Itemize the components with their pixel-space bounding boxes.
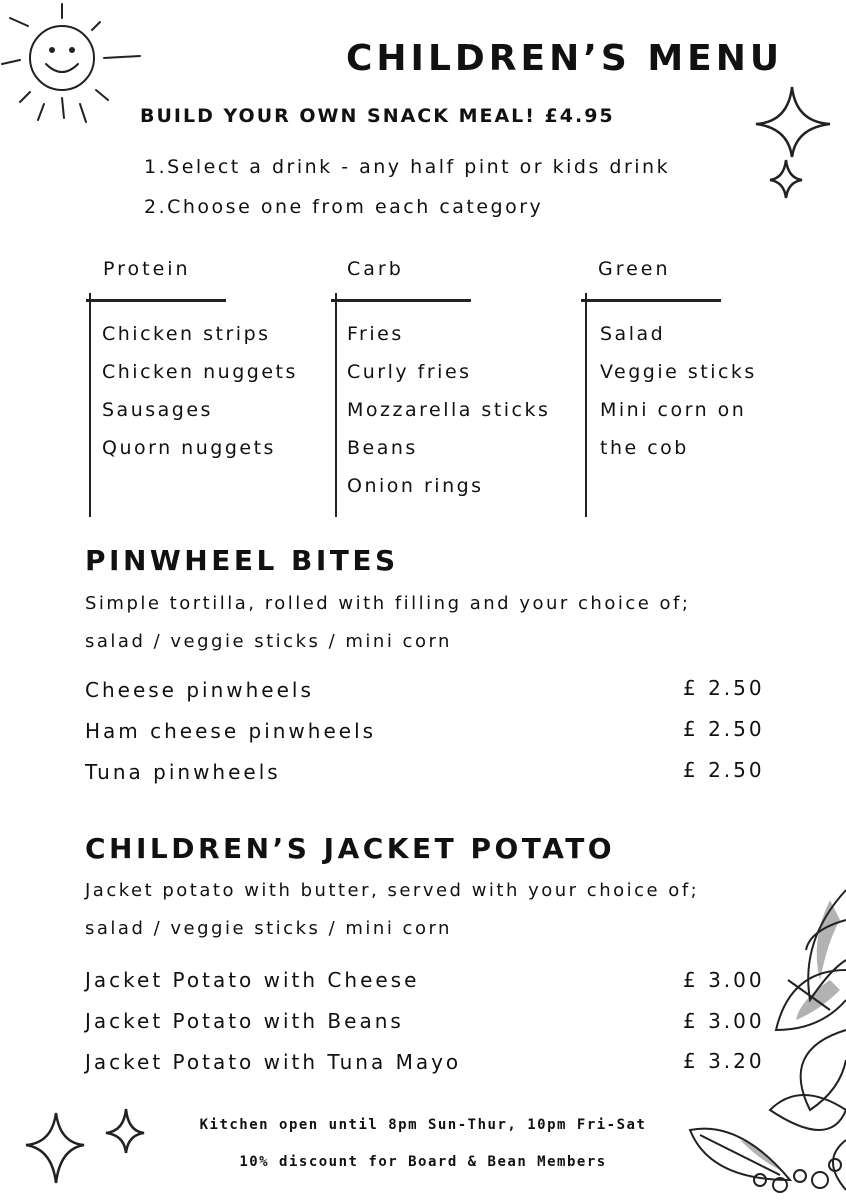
- sparkle-icon: [752, 82, 842, 212]
- kitchen-hours-text: Kitchen open until 8pm Sun-Thur, 10pm Fri-Sat: [199, 1117, 647, 1133]
- category-heading: Protein: [103, 258, 191, 280]
- snack-meal-subtitle: BUILD YOUR OWN SNACK MEAL! £4.95: [140, 105, 615, 127]
- list-item: Fries: [347, 323, 404, 345]
- jacket-description: salad / veggie sticks / mini corn: [85, 918, 452, 939]
- list-item: Veggie sticks: [600, 361, 757, 383]
- divider: [335, 293, 337, 517]
- menu-item-name: Jacket Potato with Tuna Mayo: [85, 1050, 462, 1074]
- step-drink: 1.Select a drink - any half pint or kids drink: [144, 156, 671, 178]
- list-item: the cob: [600, 437, 689, 459]
- menu-item-price: £ 2.50: [683, 676, 765, 700]
- menu-item-name: Cheese pinwheels: [85, 678, 314, 702]
- member-discount-text: 10% discount for Board & Bean Members: [239, 1154, 607, 1170]
- menu-item-name: Ham cheese pinwheels: [85, 719, 377, 743]
- jacket-section-title: CHILDREN’S JACKET POTATO: [85, 832, 616, 865]
- pinwheel-description: Simple tortilla, rolled with filling and your choice of;: [85, 593, 691, 614]
- menu-item-name: Tuna pinwheels: [85, 760, 281, 784]
- menu-item-price: £ 2.50: [683, 717, 765, 741]
- step-choose: 2.Choose one from each category: [144, 196, 544, 218]
- leaves-decoration-icon: [680, 880, 846, 1200]
- list-item: Chicken strips: [102, 323, 271, 345]
- list-item: Salad: [600, 323, 666, 345]
- list-item: Sausages: [102, 399, 213, 421]
- menu-item-name: Jacket Potato with Cheese: [85, 968, 420, 992]
- pinwheel-description: salad / veggie sticks / mini corn: [85, 631, 452, 652]
- divider: [86, 299, 226, 302]
- category-heading: Green: [598, 258, 671, 280]
- jacket-description: Jacket potato with butter, served with your choice of;: [85, 880, 700, 901]
- list-item: Quorn nuggets: [102, 437, 276, 459]
- menu-item-price: £ 3.20: [683, 1049, 765, 1073]
- list-item: Beans: [347, 437, 418, 459]
- list-item: Curly fries: [347, 361, 472, 383]
- sun-doodle-icon: [0, 0, 150, 130]
- page-title: CHILDREN’S MENU: [346, 38, 784, 79]
- menu-item-price: £ 3.00: [683, 1009, 765, 1033]
- list-item: Mini corn on: [600, 399, 747, 421]
- pinwheel-section-title: PINWHEEL BITES: [85, 544, 399, 577]
- menu-item-price: £ 2.50: [683, 758, 765, 782]
- divider: [581, 299, 721, 302]
- divider: [331, 299, 471, 302]
- list-item: Mozzarella sticks: [347, 399, 551, 421]
- menu-item-name: Jacket Potato with Beans: [85, 1009, 404, 1033]
- divider: [89, 293, 91, 517]
- list-item: Chicken nuggets: [102, 361, 298, 383]
- menu-item-price: £ 3.00: [683, 968, 765, 992]
- list-item: Onion rings: [347, 475, 484, 497]
- divider: [585, 293, 587, 517]
- category-heading: Carb: [347, 258, 404, 280]
